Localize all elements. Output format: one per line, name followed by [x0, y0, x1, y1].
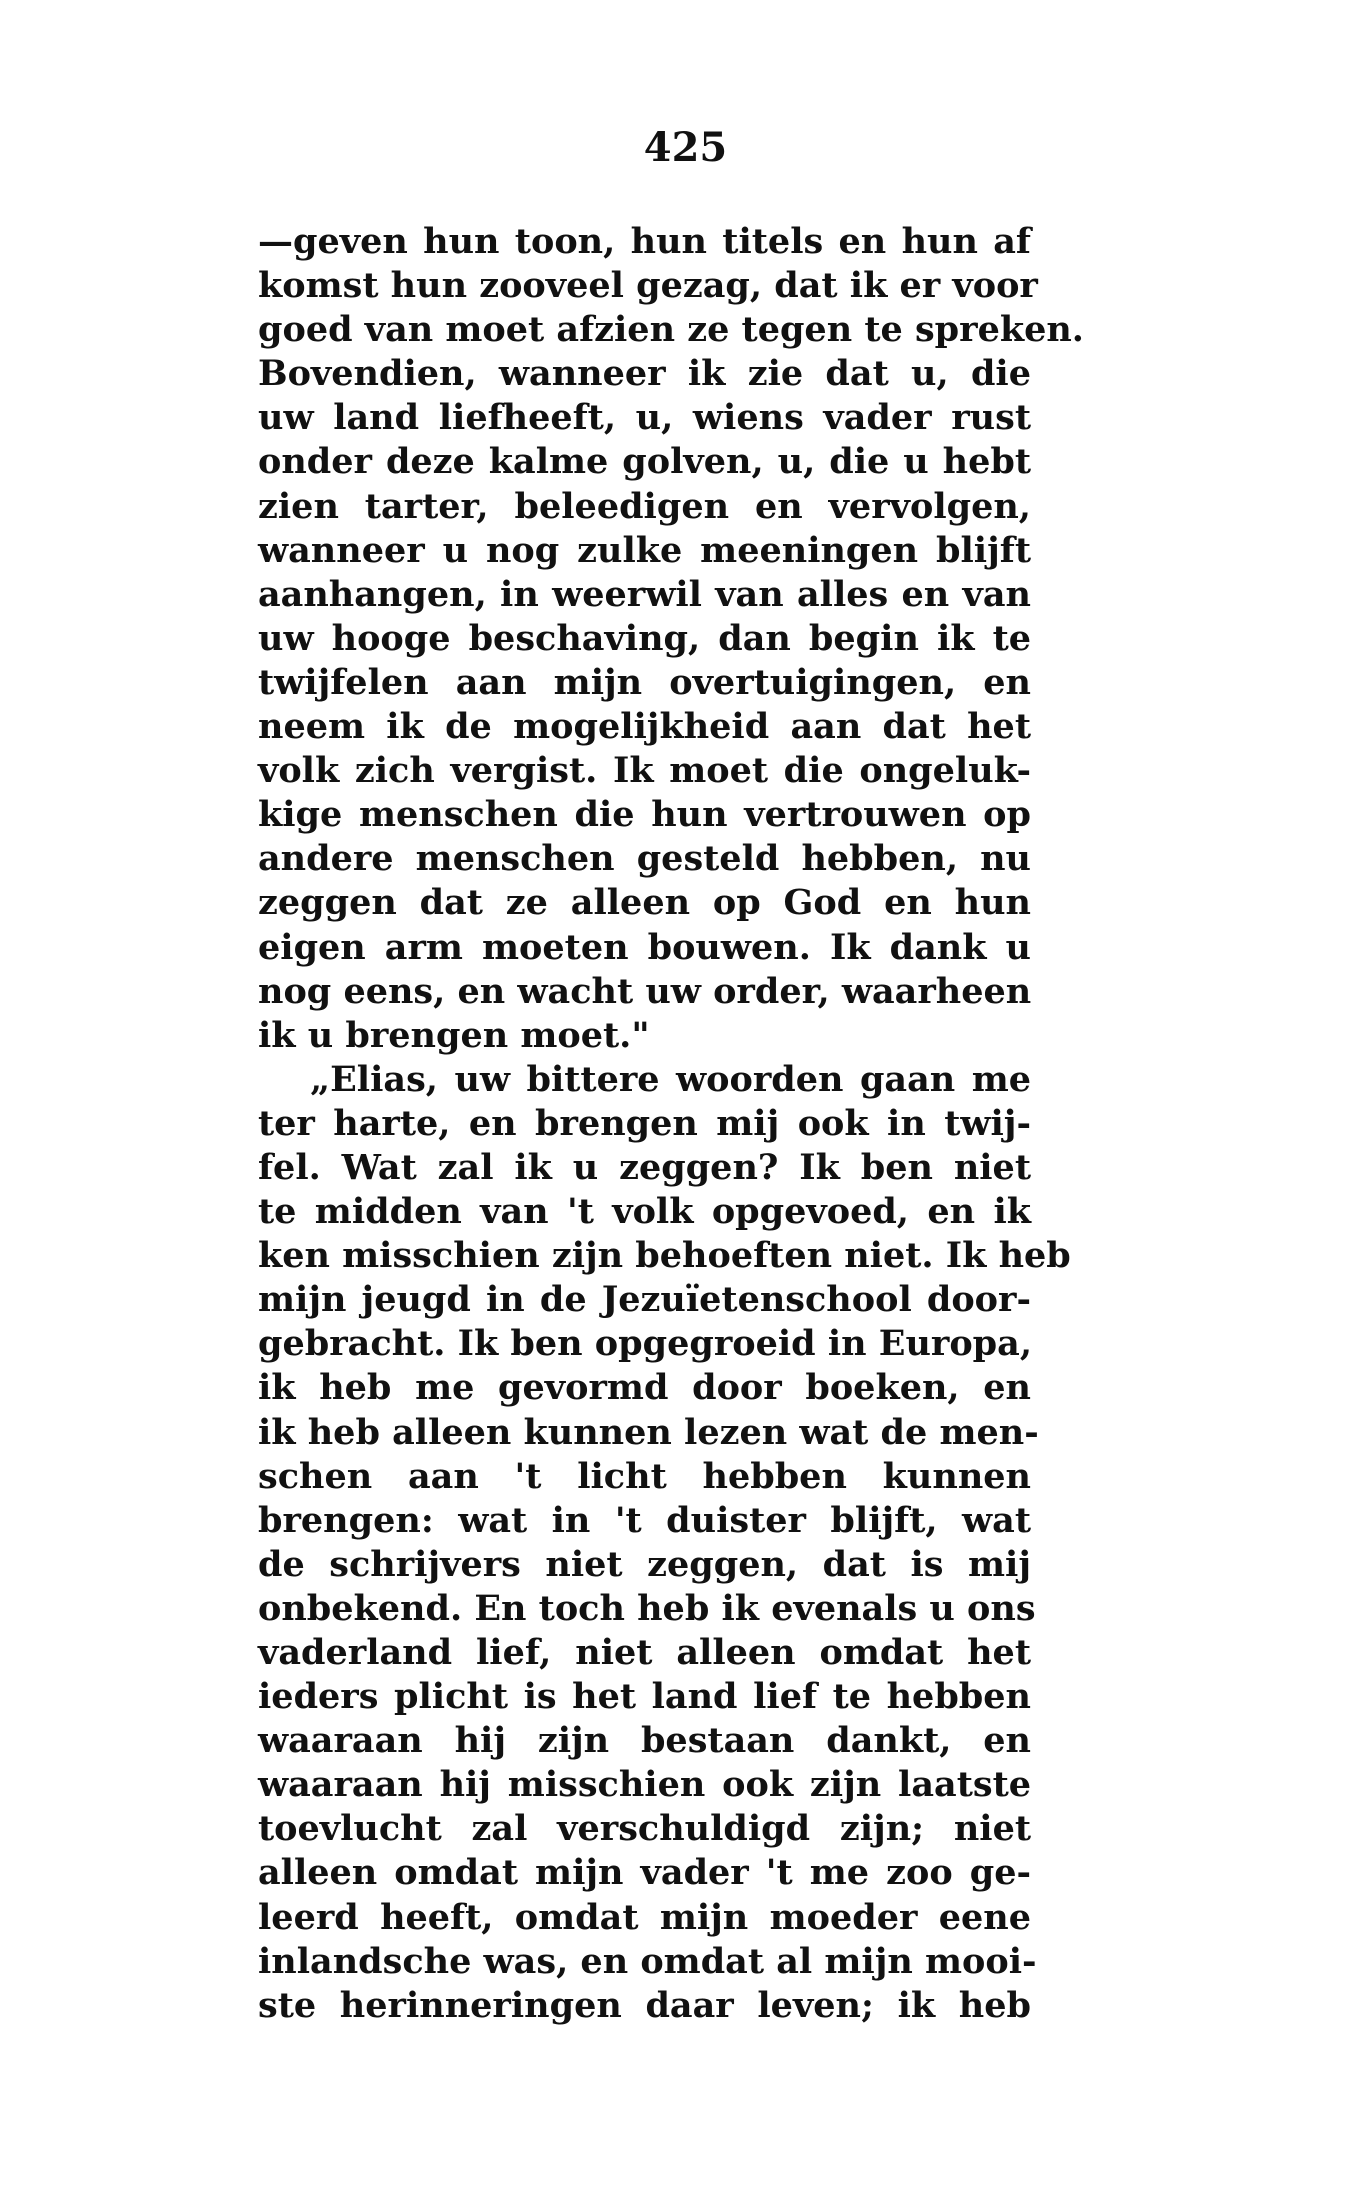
text-line: aanhangen, in weerwil van alles en van	[258, 573, 1031, 615]
text-line: Bovendien, wanneer ik zie dat u, die	[258, 353, 1031, 395]
text-line: te midden van 't volk opgevoed, en ik	[258, 1191, 1031, 1233]
text-line: brengen: wat in 't duister blijft, wat	[258, 1499, 1031, 1541]
text-line: waaraan hij misschien ook zijn laatste	[258, 1764, 1031, 1806]
text-line: nog eens, en wacht uw order, waarheen	[258, 970, 1032, 1012]
text-line: andere menschen gesteld hebben, nu	[258, 838, 1031, 880]
page-number: 425	[643, 124, 728, 171]
text-line: goed van moet afzien ze tegen te spreken.	[258, 309, 1084, 351]
paragraph-end-line: ik u brengen moet."	[258, 1014, 650, 1056]
text-line: komst hun zooveel gezag, dat ik er voor	[258, 265, 1038, 307]
text-line: uw hooge beschaving, dan begin ik te	[258, 617, 1031, 659]
text-line: onbekend. En toch heb ik evenals u ons	[258, 1587, 1036, 1629]
text-line: kige menschen die hun vertrouwen op	[258, 794, 1031, 836]
text-line: neem ik de mogelijkheid aan dat het	[258, 706, 1031, 748]
text-line: mijn jeugd in de Jezuïetenschool door-	[258, 1279, 1031, 1321]
text-line: ter harte, en brengen mij ook in twij-	[258, 1102, 1031, 1144]
text-line: schen aan 't licht hebben kunnen	[258, 1455, 1031, 1497]
text-line: ste herinneringen daar leven; ik heb	[258, 1984, 1031, 2026]
text-line: —geven hun toon, hun titels en hun af	[258, 221, 1031, 262]
text-line: wanneer u nog zulke meeningen blijft	[258, 529, 1031, 571]
text-line: fel. Wat zal ik u zeggen? Ik ben niet	[258, 1146, 1031, 1188]
text-line: volk zich vergist. Ik moet die ongeluk-	[258, 750, 1031, 792]
text-line: eigen arm moeten bouwen. Ik dank u	[258, 926, 1031, 968]
text-line: waaraan hij zijn bestaan dankt, en	[258, 1720, 1031, 1762]
text-line: zeggen dat ze alleen op God en hun	[258, 882, 1031, 924]
text-line: inlandsche was, en omdat al mijn mooi-	[258, 1940, 1037, 1982]
text-line: alleen omdat mijn vader 't me zoo ge-	[258, 1852, 1031, 1894]
text-line: gebracht. Ik ben opgegroeid in Europa,	[258, 1323, 1033, 1365]
text-line: twijfelen aan mijn overtuigingen, en	[258, 661, 1031, 703]
text-line: de schrijvers niet zeggen, dat is mij	[258, 1543, 1031, 1585]
text-line: onder deze kalme golven, u, die u hebt	[258, 441, 1031, 483]
text-line: ik heb me gevormd door boeken, en	[258, 1367, 1031, 1409]
text-line: leerd heeft, omdat mijn moeder eene	[258, 1896, 1031, 1938]
text-line: ieders plicht is het land lief te hebben	[258, 1676, 1031, 1718]
text-line: ken misschien zijn behoeften niet. Ik heb	[258, 1235, 1071, 1277]
paragraph-start-line: „Elias, uw bittere woorden gaan me	[310, 1058, 1031, 1100]
text-line: toevlucht zal verschuldigd zijn; niet	[258, 1808, 1031, 1850]
body-text	[258, 220, 1084, 2028]
text-line: vaderland lief, niet alleen omdat het	[258, 1632, 1031, 1673]
text-line: uw land liefheeft, u, wiens vader rust	[258, 397, 1031, 439]
text-line: zien tarter, beleedigen en vervolgen,	[258, 485, 1031, 527]
text-line: ik heb alleen kunnen lezen wat de men-	[258, 1411, 1039, 1453]
